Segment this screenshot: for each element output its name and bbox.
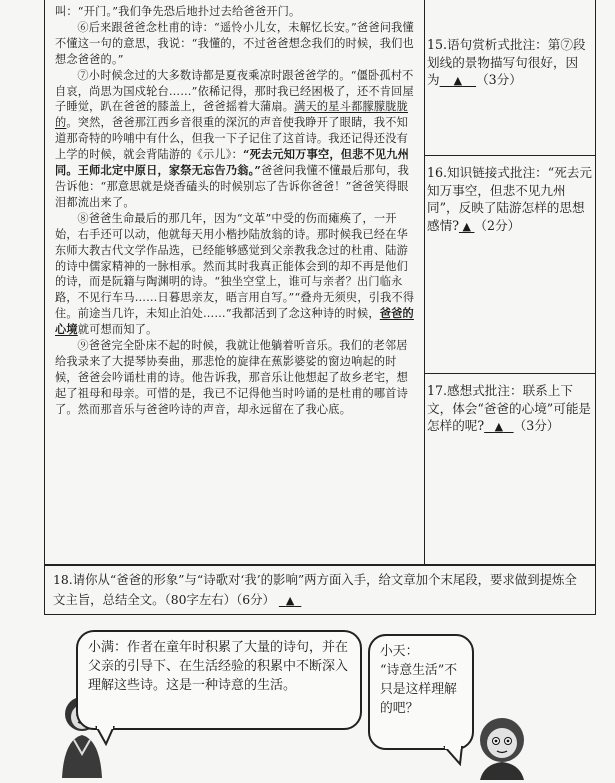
answer-marker: ▲ xyxy=(453,74,463,87)
paragraph-8 xyxy=(55,211,417,338)
underlined-father-mood: 爸爸的心境 xyxy=(55,306,414,337)
xiaotian-name: 小天： xyxy=(380,644,419,659)
question-17-score: （3分） xyxy=(513,418,560,433)
paragraph-6: ⑥后来跟爸爸念杜甫的诗：“遥怜小儿女，未解忆长安。”爸爸问我懂不懂这一句的意思，我说：“我懂的，不过爸爸想念我们的时候，我们也想念爸爸的。” xyxy=(55,20,414,66)
xiaotian-speech-bubble xyxy=(368,634,474,750)
paragraph-7-part-a: ⑦小时候念过的大多数诗都是夏夜乘凉时跟爸爸学的。“僵卧孤村不自哀，尚思为国戍轮台……”依稀记得，那时我已经困极了，还不肯回屋子睡觉，趴在爸爸的膝盖上，爸爸摇着大蒲扇。 xyxy=(55,68,414,114)
passage-text xyxy=(55,4,417,418)
paragraph-5-end: 叫：“开门。”我们争先恐后地扑过去给爸爸开门。 xyxy=(55,5,301,18)
paragraph-8-part-b: 就可想而知了。 xyxy=(77,323,158,337)
question-17 xyxy=(427,382,593,436)
underlined-scenery-sentence: 满天的星斗都朦朦胧胧的 xyxy=(55,100,409,130)
question-16-score: （2分） xyxy=(474,217,521,233)
paragraph-7-part-c: 爸爸问我懂不懂最后那句，我告诉他：“那意思就是烧香磕头的时候别忘了告诉你爸爸！”爸爸笑得眼泪都流出来了。 xyxy=(55,164,410,209)
answer-blank-15[interactable] xyxy=(440,74,476,87)
paragraph-9: ⑨爸爸完全卧床不起的时候，我就让他躺着听音乐。我们的老邻居给我录来了大提琴协奏曲，那悲怆的旋律在蕉影婆娑的窗边响起的时候，爸爸会吟诵杜甫的诗。他告诉我，那音乐让他想起了故乡老宅，想起了祖母和母亲。可惜的是，我已不记得他当时吟诵的是杜甫的哪首诗了。然而那音乐与爸爸吟诗的声音，却永远留在了我心底。 xyxy=(55,339,409,416)
passage-column xyxy=(45,0,425,565)
paragraph-7 xyxy=(55,68,417,211)
xiaotian-text: “诗意生活”不只是这样理解的吧？ xyxy=(380,663,458,716)
answer-marker: ▲ xyxy=(494,420,504,433)
shier-poem-quote: “死去元知万事空，但悲不见九州同。王师北定中原日，家祭无忘告乃翁。” xyxy=(55,147,410,178)
question-15 xyxy=(427,36,593,90)
answer-blank-18[interactable] xyxy=(279,594,301,607)
bubble-tail-right xyxy=(440,746,470,766)
question-18-text: 18.请你从“爸爸的形象”与“诗歌对‘我’的影响”两方面入手，给文章加个末尾段，要求做到提炼全文主旨，总结全文。（80字左右）（6分） xyxy=(53,572,577,607)
answer-marker: ▲ xyxy=(462,219,471,233)
answer-blank-16[interactable] xyxy=(459,220,474,233)
question-18 xyxy=(44,565,596,615)
question-15-text: 15.语句赏析式批注：第⑦段划线的景物描写句很好，因为 xyxy=(427,37,586,87)
paragraph-7-part-b: 。突然，爸爸那江西乡音很重的深沉的声音使我睁开了眼睛，我不知道那奇特的吟哺中有什么，但我一下子记住了这首诗。我还记得还没有上学的时候，就会背陆游的《示儿》： xyxy=(55,116,409,162)
answer-blank-17[interactable] xyxy=(484,420,513,433)
xiaoman-text: 小满：作者在童年时积累了大量的诗句，并在父亲的引导下、在生活经验的积累中不断深入理解这些诗。这是一种诗意的生活。 xyxy=(88,640,349,693)
xiaotian-avatar-icon xyxy=(472,712,532,780)
question-15-score: （3分） xyxy=(476,72,522,87)
question-16-text: 16.知识链接式批注：“死去元知万事空，但悲不见九州同”，反映了陆游怎样的思想感情? xyxy=(427,165,592,233)
xiaoman-speech-bubble xyxy=(76,630,362,730)
answer-marker: ▲ xyxy=(285,594,295,607)
reading-frame xyxy=(44,0,596,565)
question-16 xyxy=(427,164,593,235)
paragraph-8-part-a: ⑧爸爸生命最后的那几年，因为“文革”中受的伤而瘫痪了，一开始，右手还可以动，他就每天用小楷抄陆放翁的诗。那时候我已经在华东师大教古代文学作品选，已经能够感觉到父亲教我念过的杜甫、陆游的诗中儒家精神的一脉相承。然而其时我真正能体会到的却不再是他们的诗，而是阮籍与陶渊明的诗。“独坐空堂上，谁可与亲者？出门临永路，不见行车马……日暮思亲友，晤言用自写。”“叠舟无须臾，引我不得住。前途当几许，未知止泊处……”我都活到了念这种诗的时候， xyxy=(55,211,415,321)
bubble-tail-left xyxy=(92,726,122,746)
question-17-text: 17.感想式批注：联系上下文，体会“爸爸的心境”可能是怎样的呢? xyxy=(427,383,592,433)
